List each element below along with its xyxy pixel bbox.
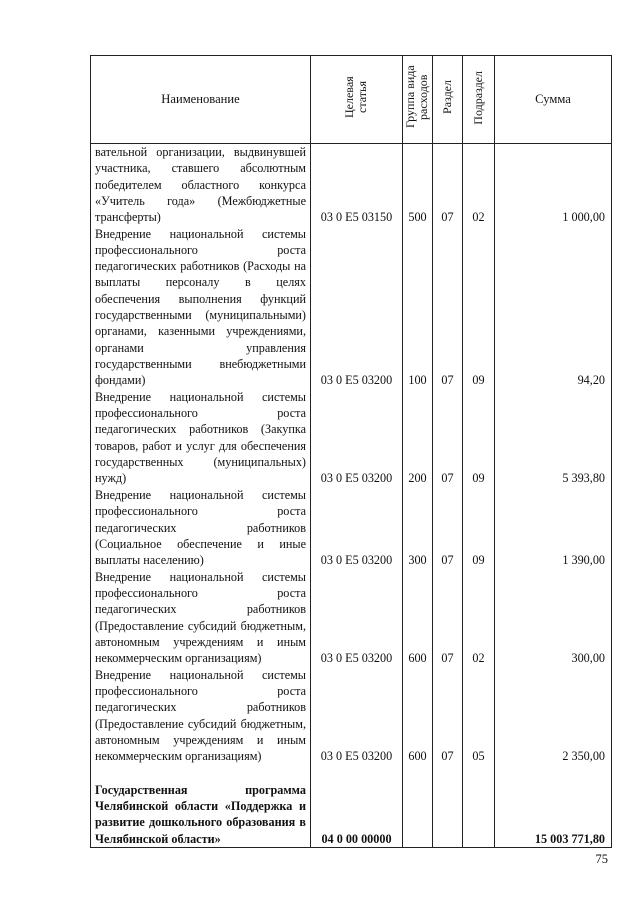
header-group: Группа вида расходов bbox=[402, 65, 430, 129]
table-row bbox=[91, 144, 612, 226]
header-section: Раздел bbox=[440, 80, 454, 115]
row-name: Внедрение национальной системы профессионального роста педагогических работников (Социальное обеспечение и иные выплаты населению) bbox=[91, 487, 311, 569]
row-sum: 1 000,00 bbox=[495, 144, 612, 226]
header-subsection-cell bbox=[463, 56, 495, 144]
row-code: 03 0 Е5 03200 bbox=[311, 569, 403, 667]
row-subsection: 05 bbox=[463, 667, 495, 765]
row-sum: 15 003 771,80 bbox=[495, 765, 612, 848]
row-code: 03 0 Е5 03200 bbox=[311, 389, 403, 487]
row-sum: 300,00 bbox=[495, 569, 612, 667]
row-name: Государственная программа Челябинской области «Поддержка и развитие дошкольного образования в Челябинской области» bbox=[91, 765, 311, 848]
row-subsection: 09 bbox=[463, 389, 495, 487]
row-section: 07 bbox=[433, 389, 463, 487]
page-number: 75 bbox=[595, 852, 608, 866]
row-section bbox=[433, 765, 463, 848]
row-group: 100 bbox=[403, 226, 433, 389]
row-group: 300 bbox=[403, 487, 433, 569]
row-subsection: 09 bbox=[463, 487, 495, 569]
header-section-cell bbox=[433, 56, 463, 144]
header-name: Наименование bbox=[91, 56, 311, 144]
row-subsection: 09 bbox=[463, 226, 495, 389]
row-section: 07 bbox=[433, 667, 463, 765]
row-sum: 2 350,00 bbox=[495, 667, 612, 765]
header-code-cell bbox=[311, 56, 403, 144]
row-section: 07 bbox=[433, 144, 463, 226]
row-name: Внедрение национальной системы профессионального роста педагогических работников (Предоставление субсидий бюджетным, автономным учреждениям и иным некоммерческим организациям) bbox=[91, 667, 311, 765]
row-group: 200 bbox=[403, 389, 433, 487]
row-section: 07 bbox=[433, 487, 463, 569]
row-name: Внедрение национальной системы профессионального роста педагогических работников (Предоставление субсидий бюджетным, автономным учреждениям и иным некоммерческим организациям) bbox=[91, 569, 311, 667]
table-row bbox=[91, 487, 612, 569]
header-subsection: Подраздел bbox=[471, 70, 485, 125]
row-name: вательной организации, выдвинувшей участника, ставшего абсолютным победителем областного конкурса «Учитель года» (Межбюджетные трансферты) bbox=[91, 144, 311, 226]
row-code: 03 0 Е5 03200 bbox=[311, 487, 403, 569]
header-code: Целевая статья bbox=[341, 76, 369, 119]
row-name: Внедрение национальной системы профессионального роста педагогических работников (Расходы на выплаты персоналу в целях обеспечения выполнения функций государственными (муниципальными) органами, казенными учреждениями, органами управления государственными внебюджетными фондами) bbox=[91, 226, 311, 389]
row-group: 600 bbox=[403, 667, 433, 765]
header-group-cell bbox=[403, 56, 433, 144]
budget-table bbox=[90, 55, 612, 848]
row-group bbox=[403, 765, 433, 848]
row-sum: 5 393,80 bbox=[495, 389, 612, 487]
row-sum: 1 390,00 bbox=[495, 487, 612, 569]
table-row bbox=[91, 389, 612, 487]
row-group: 600 bbox=[403, 569, 433, 667]
row-code: 03 0 Е5 03200 bbox=[311, 667, 403, 765]
table-header-row bbox=[91, 56, 612, 144]
row-group: 500 bbox=[403, 144, 433, 226]
table-row bbox=[91, 667, 612, 765]
row-sum: 94,20 bbox=[495, 226, 612, 389]
row-subsection: 02 bbox=[463, 569, 495, 667]
row-subsection bbox=[463, 765, 495, 848]
row-section: 07 bbox=[433, 569, 463, 667]
row-code: 03 0 Е5 03200 bbox=[311, 226, 403, 389]
table-row bbox=[91, 569, 612, 667]
row-section: 07 bbox=[433, 226, 463, 389]
table-row bbox=[91, 226, 612, 389]
row-name: Внедрение национальной системы профессионального роста педагогических работников (Закупка товаров, работ и услуг для обеспечения государственных (муниципальных) нужд) bbox=[91, 389, 311, 487]
row-code: 03 0 Е5 03150 bbox=[311, 144, 403, 226]
table-row bbox=[91, 765, 612, 848]
header-sum: Сумма bbox=[495, 56, 612, 144]
row-code: 04 0 00 00000 bbox=[311, 765, 403, 848]
row-subsection: 02 bbox=[463, 144, 495, 226]
